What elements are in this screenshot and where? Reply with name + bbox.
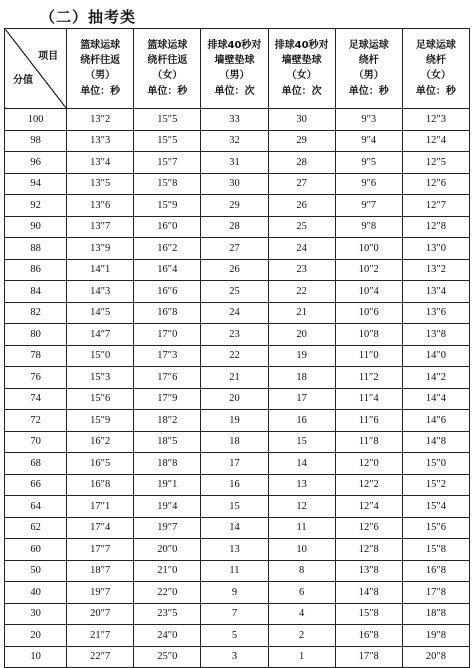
basketball-female-cell: 19″1	[134, 474, 201, 496]
football-male-cell: 11″8	[335, 431, 402, 453]
table-row	[5, 517, 470, 539]
basketball-female-cell: 16″6	[134, 281, 201, 303]
volleyball-male-cell: 32	[201, 130, 268, 152]
volleyball-male-cell: 16	[201, 474, 268, 496]
table-row	[5, 302, 470, 324]
score-cell: 20	[5, 625, 67, 647]
column-header-unit: 单位：秒	[147, 86, 188, 97]
volleyball-female-cell: 26	[268, 195, 335, 217]
football-female-cell: 12″7	[402, 195, 469, 217]
basketball-male-cell: 15″6	[67, 388, 134, 410]
volleyball-male-cell: 21	[201, 367, 268, 389]
volleyball-female-cell: 30	[268, 109, 335, 131]
football-female-cell: 13″2	[402, 259, 469, 281]
basketball-male-cell: 14″5	[67, 302, 134, 324]
football-female-cell: 14″6	[402, 410, 469, 432]
volleyball-male-cell: 11	[201, 560, 268, 582]
volleyball-female-cell: 6	[268, 582, 335, 604]
football-female-cell: 13″6	[402, 302, 469, 324]
volleyball-female-cell: 13	[268, 474, 335, 496]
volleyball-female-cell: 19	[268, 345, 335, 367]
table-row	[5, 195, 470, 217]
football-male-cell: 10″6	[335, 302, 402, 324]
basketball-male-cell: 13″4	[67, 152, 134, 174]
column-header-unit: 单位：秒	[80, 86, 121, 97]
basketball-male-cell: 15″9	[67, 410, 134, 432]
table-row	[5, 646, 470, 668]
volleyball-male-cell: 30	[201, 173, 268, 195]
table-row	[5, 109, 470, 131]
table-row	[5, 625, 470, 647]
football-female-cell: 12″4	[402, 130, 469, 152]
score-table	[4, 28, 470, 668]
score-cell: 72	[5, 410, 67, 432]
basketball-female-cell: 18″5	[134, 431, 201, 453]
football-male-cell: 14″8	[335, 582, 402, 604]
football-female-cell: 13″0	[402, 238, 469, 260]
column-header-football-female	[402, 29, 469, 109]
volleyball-female-cell: 24	[268, 238, 335, 260]
score-cell: 92	[5, 195, 67, 217]
basketball-male-cell: 17″7	[67, 539, 134, 561]
football-male-cell: 11″4	[335, 388, 402, 410]
volleyball-male-cell: 26	[201, 259, 268, 281]
basketball-female-cell: 15″9	[134, 195, 201, 217]
football-male-cell: 9″5	[335, 152, 402, 174]
volleyball-male-cell: 13	[201, 539, 268, 561]
volleyball-male-cell: 15	[201, 496, 268, 518]
table-row	[5, 130, 470, 152]
football-female-cell: 13″8	[402, 324, 469, 346]
table-row	[5, 259, 470, 281]
basketball-female-cell: 19″7	[134, 517, 201, 539]
column-header-gender: （男）	[85, 70, 116, 81]
score-cell: 96	[5, 152, 67, 174]
football-male-cell: 9″3	[335, 109, 402, 131]
column-header-volleyball-male	[201, 29, 268, 109]
basketball-male-cell: 14″1	[67, 259, 134, 281]
basketball-male-cell: 16″8	[67, 474, 134, 496]
volleyball-male-cell: 9	[201, 582, 268, 604]
basketball-female-cell: 16″4	[134, 259, 201, 281]
basketball-male-cell: 13″3	[67, 130, 134, 152]
volleyball-male-cell: 31	[201, 152, 268, 174]
volleyball-male-cell: 5	[201, 625, 268, 647]
column-header-volleyball-female	[268, 29, 335, 109]
football-female-cell: 12″6	[402, 173, 469, 195]
football-male-cell: 12″6	[335, 517, 402, 539]
basketball-male-cell: 14″3	[67, 281, 134, 303]
column-header-line: 排球40秒对	[274, 40, 329, 51]
basketball-female-cell: 18″2	[134, 410, 201, 432]
score-cell: 94	[5, 173, 67, 195]
table-row	[5, 216, 470, 238]
score-cell: 64	[5, 496, 67, 518]
basketball-female-cell: 17″9	[134, 388, 201, 410]
column-header-gender: （男）	[353, 70, 384, 81]
basketball-female-cell: 15″5	[134, 109, 201, 131]
volleyball-female-cell: 11	[268, 517, 335, 539]
football-female-cell: 20″8	[402, 646, 469, 668]
volleyball-female-cell: 27	[268, 173, 335, 195]
score-table-body	[5, 109, 470, 668]
basketball-female-cell: 16″0	[134, 216, 201, 238]
football-female-cell: 17″8	[402, 582, 469, 604]
volleyball-female-cell: 15	[268, 431, 335, 453]
basketball-male-cell: 21″7	[67, 625, 134, 647]
volleyball-female-cell: 8	[268, 560, 335, 582]
column-header-gender: （女）	[286, 70, 317, 81]
score-cell: 50	[5, 560, 67, 582]
basketball-male-cell: 17″1	[67, 496, 134, 518]
football-male-cell: 10″2	[335, 259, 402, 281]
column-header-line: 绕杆往返	[80, 55, 121, 66]
basketball-male-cell: 15″3	[67, 367, 134, 389]
football-female-cell: 16″8	[402, 560, 469, 582]
volleyball-female-cell: 10	[268, 539, 335, 561]
football-male-cell: 10″0	[335, 238, 402, 260]
football-male-cell: 13″8	[335, 560, 402, 582]
column-header-line: 足球运球	[348, 40, 389, 51]
score-label: 分值	[13, 75, 33, 86]
column-header-unit: 单位：秒	[348, 86, 389, 97]
basketball-male-cell: 18″7	[67, 560, 134, 582]
volleyball-female-cell: 17	[268, 388, 335, 410]
volleyball-female-cell: 22	[268, 281, 335, 303]
football-female-cell: 15″4	[402, 496, 469, 518]
column-header-line: 篮球运球	[147, 40, 188, 51]
football-male-cell: 10″4	[335, 281, 402, 303]
football-female-cell: 12″5	[402, 152, 469, 174]
corner-header-cell	[5, 29, 67, 109]
header-row	[5, 29, 470, 109]
table-row	[5, 539, 470, 561]
basketball-female-cell: 21″0	[134, 560, 201, 582]
volleyball-male-cell: 3	[201, 646, 268, 668]
score-cell: 90	[5, 216, 67, 238]
volleyball-male-cell: 29	[201, 195, 268, 217]
volleyball-male-cell: 19	[201, 410, 268, 432]
score-cell: 60	[5, 539, 67, 561]
football-male-cell: 12″8	[335, 539, 402, 561]
basketball-female-cell: 23″5	[134, 603, 201, 625]
column-header-basketball-female	[134, 29, 201, 109]
volleyball-male-cell: 18	[201, 431, 268, 453]
basketball-male-cell: 13″7	[67, 216, 134, 238]
football-male-cell: 15″8	[335, 603, 402, 625]
score-cell: 100	[5, 109, 67, 131]
football-male-cell: 17″8	[335, 646, 402, 668]
table-row	[5, 367, 470, 389]
volleyball-male-cell: 20	[201, 388, 268, 410]
column-header-line: 篮球运球	[80, 40, 121, 51]
table-row	[5, 345, 470, 367]
football-female-cell: 12″3	[402, 109, 469, 131]
score-cell: 88	[5, 238, 67, 260]
basketball-female-cell: 22″0	[134, 582, 201, 604]
volleyball-female-cell: 14	[268, 453, 335, 475]
football-male-cell: 10″8	[335, 324, 402, 346]
volleyball-female-cell: 2	[268, 625, 335, 647]
basketball-male-cell: 14″7	[67, 324, 134, 346]
football-male-cell: 12″2	[335, 474, 402, 496]
basketball-male-cell: 13″2	[67, 109, 134, 131]
basketball-male-cell: 16″5	[67, 453, 134, 475]
volleyball-female-cell: 1	[268, 646, 335, 668]
football-female-cell: 12″8	[402, 216, 469, 238]
football-male-cell: 9″8	[335, 216, 402, 238]
table-row	[5, 281, 470, 303]
volleyball-male-cell: 33	[201, 109, 268, 131]
basketball-male-cell: 15″0	[67, 345, 134, 367]
volleyball-female-cell: 25	[268, 216, 335, 238]
basketball-female-cell: 18″8	[134, 453, 201, 475]
volleyball-female-cell: 21	[268, 302, 335, 324]
table-row	[5, 152, 470, 174]
table-row	[5, 173, 470, 195]
table-row	[5, 582, 470, 604]
score-cell: 76	[5, 367, 67, 389]
football-female-cell: 19″8	[402, 625, 469, 647]
football-male-cell: 12″4	[335, 496, 402, 518]
score-cell: 98	[5, 130, 67, 152]
basketball-male-cell: 20″7	[67, 603, 134, 625]
table-row	[5, 324, 470, 346]
football-female-cell: 15″2	[402, 474, 469, 496]
table-row	[5, 474, 470, 496]
basketball-female-cell: 24″0	[134, 625, 201, 647]
column-header-unit: 单位：次	[281, 86, 322, 97]
basketball-female-cell: 16″8	[134, 302, 201, 324]
score-cell: 70	[5, 431, 67, 453]
basketball-male-cell: 13″6	[67, 195, 134, 217]
volleyball-male-cell: 25	[201, 281, 268, 303]
score-cell: 74	[5, 388, 67, 410]
football-female-cell: 15″0	[402, 453, 469, 475]
column-header-line: 排球40秒对	[207, 40, 262, 51]
volleyball-male-cell: 27	[201, 238, 268, 260]
column-header-line: 绕杆	[358, 55, 379, 66]
basketball-female-cell: 17″6	[134, 367, 201, 389]
football-male-cell: 9″7	[335, 195, 402, 217]
volleyball-female-cell: 28	[268, 152, 335, 174]
score-cell: 30	[5, 603, 67, 625]
score-cell: 82	[5, 302, 67, 324]
football-female-cell: 15″6	[402, 517, 469, 539]
volleyball-male-cell: 7	[201, 603, 268, 625]
basketball-female-cell: 20″0	[134, 539, 201, 561]
column-header-gender: （女）	[420, 70, 451, 81]
basketball-female-cell: 15″5	[134, 130, 201, 152]
basketball-male-cell: 16″2	[67, 431, 134, 453]
volleyball-male-cell: 22	[201, 345, 268, 367]
basketball-male-cell: 17″4	[67, 517, 134, 539]
volleyball-male-cell: 28	[201, 216, 268, 238]
table-row	[5, 388, 470, 410]
column-header-unit: 单位：秒	[415, 86, 456, 97]
table-row	[5, 410, 470, 432]
column-header-football-male	[335, 29, 402, 109]
score-cell: 66	[5, 474, 67, 496]
score-cell: 84	[5, 281, 67, 303]
volleyball-female-cell: 4	[268, 603, 335, 625]
table-row	[5, 453, 470, 475]
table-row	[5, 431, 470, 453]
column-header-basketball-male	[67, 29, 134, 109]
score-cell: 10	[5, 646, 67, 668]
section-title: （二）抽考类	[40, 8, 137, 26]
score-cell: 68	[5, 453, 67, 475]
basketball-male-cell: 13″9	[67, 238, 134, 260]
football-male-cell: 11″6	[335, 410, 402, 432]
football-male-cell: 9″6	[335, 173, 402, 195]
basketball-female-cell: 17″3	[134, 345, 201, 367]
volleyball-female-cell: 29	[268, 130, 335, 152]
football-male-cell: 9″4	[335, 130, 402, 152]
football-male-cell: 11″0	[335, 345, 402, 367]
volleyball-male-cell: 24	[201, 302, 268, 324]
column-header-line: 绕杆	[425, 55, 446, 66]
score-cell: 86	[5, 259, 67, 281]
volleyball-male-cell: 23	[201, 324, 268, 346]
football-female-cell: 14″2	[402, 367, 469, 389]
basketball-female-cell: 19″4	[134, 496, 201, 518]
football-male-cell: 12″0	[335, 453, 402, 475]
volleyball-female-cell: 20	[268, 324, 335, 346]
football-female-cell: 18″8	[402, 603, 469, 625]
volleyball-female-cell: 16	[268, 410, 335, 432]
basketball-male-cell: 13″5	[67, 173, 134, 195]
volleyball-female-cell: 18	[268, 367, 335, 389]
volleyball-female-cell: 12	[268, 496, 335, 518]
basketball-female-cell: 15″7	[134, 152, 201, 174]
basketball-male-cell: 22″7	[67, 646, 134, 668]
score-cell: 80	[5, 324, 67, 346]
football-male-cell: 16″8	[335, 625, 402, 647]
column-header-unit: 单位：次	[214, 86, 255, 97]
football-female-cell: 15″8	[402, 539, 469, 561]
volleyball-female-cell: 23	[268, 259, 335, 281]
basketball-female-cell: 16″2	[134, 238, 201, 260]
column-header-gender: （男）	[219, 70, 250, 81]
football-female-cell: 14″0	[402, 345, 469, 367]
column-header-line: 墙壁垫球	[281, 55, 322, 66]
project-label: 项目	[38, 51, 59, 62]
column-header-line: 足球运球	[415, 40, 456, 51]
volleyball-male-cell: 17	[201, 453, 268, 475]
football-female-cell: 14″8	[402, 431, 469, 453]
column-header-line: 墙壁垫球	[214, 55, 255, 66]
score-cell: 78	[5, 345, 67, 367]
volleyball-male-cell: 14	[201, 517, 268, 539]
table-row	[5, 238, 470, 260]
football-female-cell: 13″4	[402, 281, 469, 303]
table-row	[5, 603, 470, 625]
football-male-cell: 11″2	[335, 367, 402, 389]
basketball-male-cell: 19″7	[67, 582, 134, 604]
basketball-female-cell: 17″0	[134, 324, 201, 346]
table-row	[5, 496, 470, 518]
score-cell: 40	[5, 582, 67, 604]
football-female-cell: 14″4	[402, 388, 469, 410]
basketball-female-cell: 15″8	[134, 173, 201, 195]
basketball-female-cell: 25″0	[134, 646, 201, 668]
column-header-gender: （女）	[152, 70, 183, 81]
table-row	[5, 560, 470, 582]
column-header-line: 绕杆往返	[147, 55, 188, 66]
score-cell: 62	[5, 517, 67, 539]
